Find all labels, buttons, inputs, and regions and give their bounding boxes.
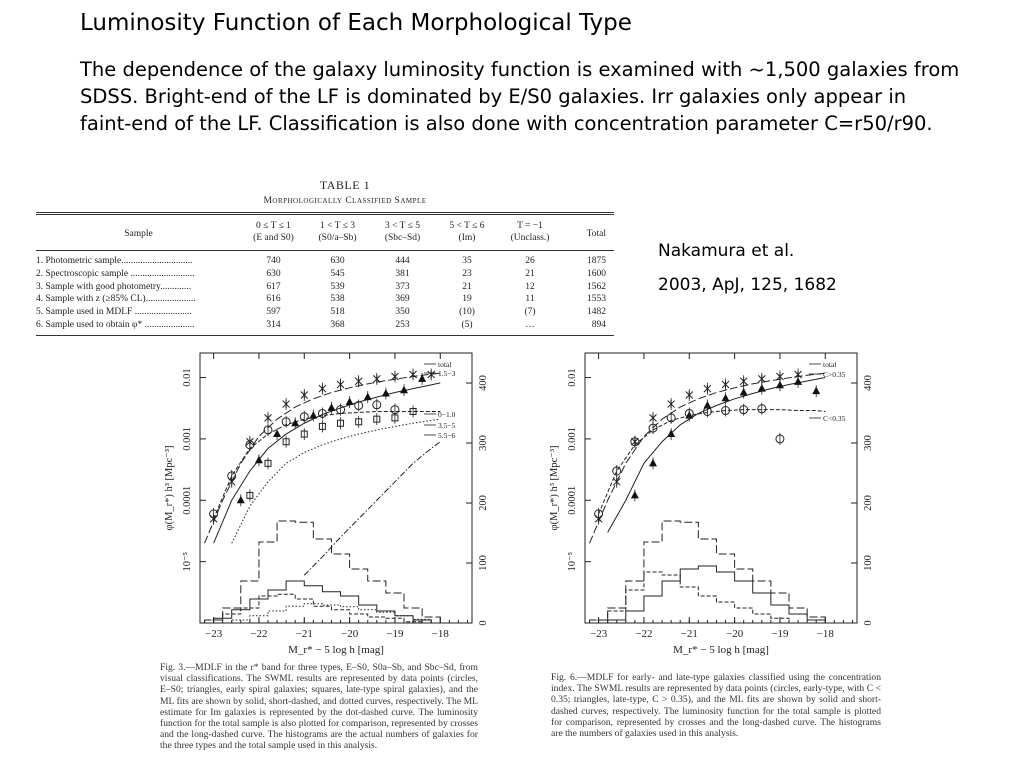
y2-tick-label: 300 — [863, 435, 874, 451]
legend-label: C>0.35 — [823, 370, 846, 379]
histogram-total — [205, 521, 441, 623]
y-tick-label: 0.001 — [567, 427, 578, 451]
data-point-triangle — [631, 491, 639, 499]
data-point-cross — [265, 414, 272, 422]
x-tick-label: −19 — [386, 628, 404, 640]
x-tick-label: −21 — [295, 628, 313, 640]
y-tick-label: 10⁻⁵ — [567, 551, 578, 572]
y2-tick-label: 0 — [863, 620, 874, 626]
y2-tick-label: 100 — [863, 555, 874, 571]
legend-label: 0−1.0 — [438, 410, 456, 419]
table-header — [36, 220, 614, 248]
data-point-triangle — [812, 387, 820, 395]
table-mid-rule — [36, 250, 614, 251]
data-point-cross — [355, 377, 362, 385]
x-tick-label: −18 — [816, 628, 834, 640]
fit-curve-c-0-35 — [608, 378, 826, 533]
y2-tick-label: 100 — [478, 555, 489, 571]
figure-3 — [160, 345, 505, 656]
table-bottom-rule — [36, 335, 614, 336]
y2-tick-label: 200 — [478, 495, 489, 511]
figure-3-caption: Fig. 3.—MDLF in the r* band for three types, E–S0, S0a–Sb, and Sbc–Sd, from visual classifications. The SWML results are represented by data points (circles, E–S0; triangles, early spiral galaxies; squares, late-type spiral galaxies), and the ML fits are shown by solid, short-dashed, and dotted curves, respectively. The ML estimate for Im galaxies is represented by the dot-dashed curve. The luminosity function for the total sample is also plotted for comparison, represented by crosses and the long-dashed curve. The histograms are the actual numbers of galaxies for the three types and the total sample used in this analysis. — [160, 662, 478, 752]
y2-tick-label: 400 — [478, 375, 489, 391]
legend-label: 3.5−5 — [438, 421, 456, 430]
y-tick-label: 0.0001 — [567, 485, 578, 515]
data-point-cross — [391, 373, 398, 381]
data-point-cross — [668, 400, 675, 408]
citation-authors: Nakamura et al. — [658, 241, 795, 261]
histogram-0-1-0 — [205, 594, 423, 623]
data-point-triangle — [237, 496, 245, 504]
data-point-triangle — [740, 388, 748, 396]
x-axis-label: M_r* − 5 log h [mag] — [288, 644, 384, 656]
legend-label: total — [823, 360, 837, 369]
table-top-rule — [36, 212, 614, 215]
x-tick-label: −23 — [204, 628, 223, 640]
legend-label: 5.5−6 — [438, 431, 456, 440]
plot-frame — [200, 353, 472, 623]
fit-curve-total — [590, 373, 826, 543]
x-tick-label: −23 — [589, 628, 608, 640]
figure-3-plot — [160, 345, 505, 656]
x-tick-label: −21 — [680, 628, 698, 640]
fit-curve-5-5-6 — [304, 442, 440, 576]
table-row: 5. Sample used in MDLF ........................ 597 518 350 (10) (7) 1482 — [36, 307, 606, 318]
data-point-triangle — [794, 377, 802, 385]
data-point-cross — [428, 371, 435, 379]
table-row: 2. Spectroscopic sample ........................... 630 545 381 23 21 1600 — [36, 268, 606, 279]
table-row: 6. Sample used to obtain φ* ..................... 314 368 253 (5) … 894 — [36, 319, 606, 330]
data-point-cross — [319, 385, 326, 393]
table-subtitle: Morphologically Classified Sample — [263, 196, 427, 206]
table-header-total: Total — [586, 229, 606, 239]
y-axis-label: φ(M_r*) h³ [Mpc⁻³] — [164, 445, 175, 531]
data-point-triangle — [346, 397, 354, 405]
table-row: 4. Sample with z (≥85% CL)..................... 616 538 369 19 11 1553 — [36, 294, 606, 305]
legend-label: C<0.35 — [823, 414, 846, 423]
figure-6-caption: Fig. 6.—MDLF for early- and late-type galaxies classified using the concentration index. The SWML results are represented by data points (circles, early-type, with C < 0.35; triangles, late-type, C > 0.35), and the ML fits are shown by solid and short-dashed curves, respectively. The luminosity function for the total sample is plotted for comparison, represented by crosses and the long-dashed curve. The histograms are the numbers of galaxies used in this analysis. — [551, 672, 881, 740]
histogram-total — [590, 521, 826, 623]
y2-tick-label: 0 — [478, 620, 489, 626]
y-axis-label: φ(M_r*) h³ [Mpc⁻³] — [549, 445, 560, 531]
y2-tick-label: 200 — [863, 495, 874, 511]
x-tick-label: −22 — [250, 628, 268, 640]
data-point-cross — [613, 478, 620, 486]
slide-title: Luminosity Function of Each Morphological Type — [80, 10, 632, 36]
data-point-cross — [410, 371, 417, 379]
table-body — [36, 255, 614, 332]
data-point-triangle — [649, 459, 657, 467]
y-tick-label: 0.01 — [182, 368, 193, 387]
table-header-col5: T = −1 (Unclass.) — [510, 221, 550, 243]
figure-6 — [545, 345, 890, 656]
histogram-c-0-35 — [590, 572, 789, 623]
data-point-cross — [373, 375, 380, 383]
y2-tick-label: 300 — [478, 435, 489, 451]
paper-table — [36, 178, 614, 336]
citation-reference: 2003, ApJ, 125, 1682 — [658, 275, 837, 295]
x-tick-label: −20 — [340, 628, 359, 640]
histogram-c-0-35 — [608, 566, 826, 623]
table-row: 3. Sample with good photometry............. 617 539 373 21 12 1562 — [36, 281, 606, 292]
table-header-col1: 0 ≤ T ≤ 1 (E and S0) — [253, 221, 294, 243]
x-tick-label: −19 — [771, 628, 789, 640]
table-header-col3: 3 < T ≤ 5 (Sbc–Sd) — [384, 221, 421, 243]
data-point-cross — [283, 400, 290, 408]
legend-label: 1.5−3 — [438, 369, 456, 378]
y2-tick-label: 400 — [863, 375, 874, 391]
data-point-cross — [301, 391, 308, 399]
data-point-cross — [740, 377, 747, 385]
data-point-triangle — [382, 389, 390, 397]
data-point-triangle — [418, 374, 426, 382]
figure-6-plot — [545, 345, 890, 656]
fit-curve-1-5-3 — [214, 383, 441, 543]
slide-body-text: The dependence of the galaxy luminosity function is examined with ~1,500 galaxies from SDSS. Bright-end of the LF is dominated by E/S0 galaxies. Irr galaxies only appear in faint-end of the LF. Classification is also done with concentration parameter C=r50/r90. — [80, 58, 960, 135]
data-point-triangle — [722, 394, 730, 402]
x-tick-label: −18 — [431, 628, 449, 640]
fit-curve-0-1-0 — [214, 411, 441, 518]
data-point-triangle — [776, 381, 784, 389]
y-tick-label: 0.01 — [567, 368, 578, 387]
legend-label: total — [438, 360, 452, 369]
y-tick-label: 10⁻⁵ — [182, 551, 193, 572]
data-point-cross — [722, 381, 729, 389]
y-tick-label: 0.001 — [182, 427, 193, 451]
x-axis-label: M_r* − 5 log h [mag] — [673, 644, 769, 656]
y-tick-label: 0.0001 — [182, 485, 193, 515]
citation — [658, 234, 837, 302]
data-point-triangle — [309, 411, 317, 419]
table-header-col2: 1 < T ≤ 3 (S0/a–Sb) — [318, 221, 357, 243]
data-point-cross — [704, 385, 711, 393]
fit-curve-total — [205, 373, 441, 543]
table-header-col4: 5 < T ≤ 6 (Im) — [449, 221, 485, 243]
x-tick-label: −20 — [725, 628, 744, 640]
table-row: 1. Photometric sample.............................. 740 630 444 35 26 1875 — [36, 256, 606, 266]
data-point-triangle — [327, 403, 335, 411]
data-point-cross — [337, 381, 344, 389]
table-header-sample: Sample — [124, 229, 153, 239]
data-point-cross — [758, 375, 765, 383]
table-title: TABLE 1 — [319, 178, 371, 192]
data-point-triangle — [758, 384, 766, 392]
x-tick-label: −22 — [635, 628, 653, 640]
data-point-cross — [650, 414, 657, 422]
data-point-triangle — [364, 393, 372, 401]
histogram-1-5-3 — [214, 581, 432, 623]
data-point-cross — [686, 391, 693, 399]
